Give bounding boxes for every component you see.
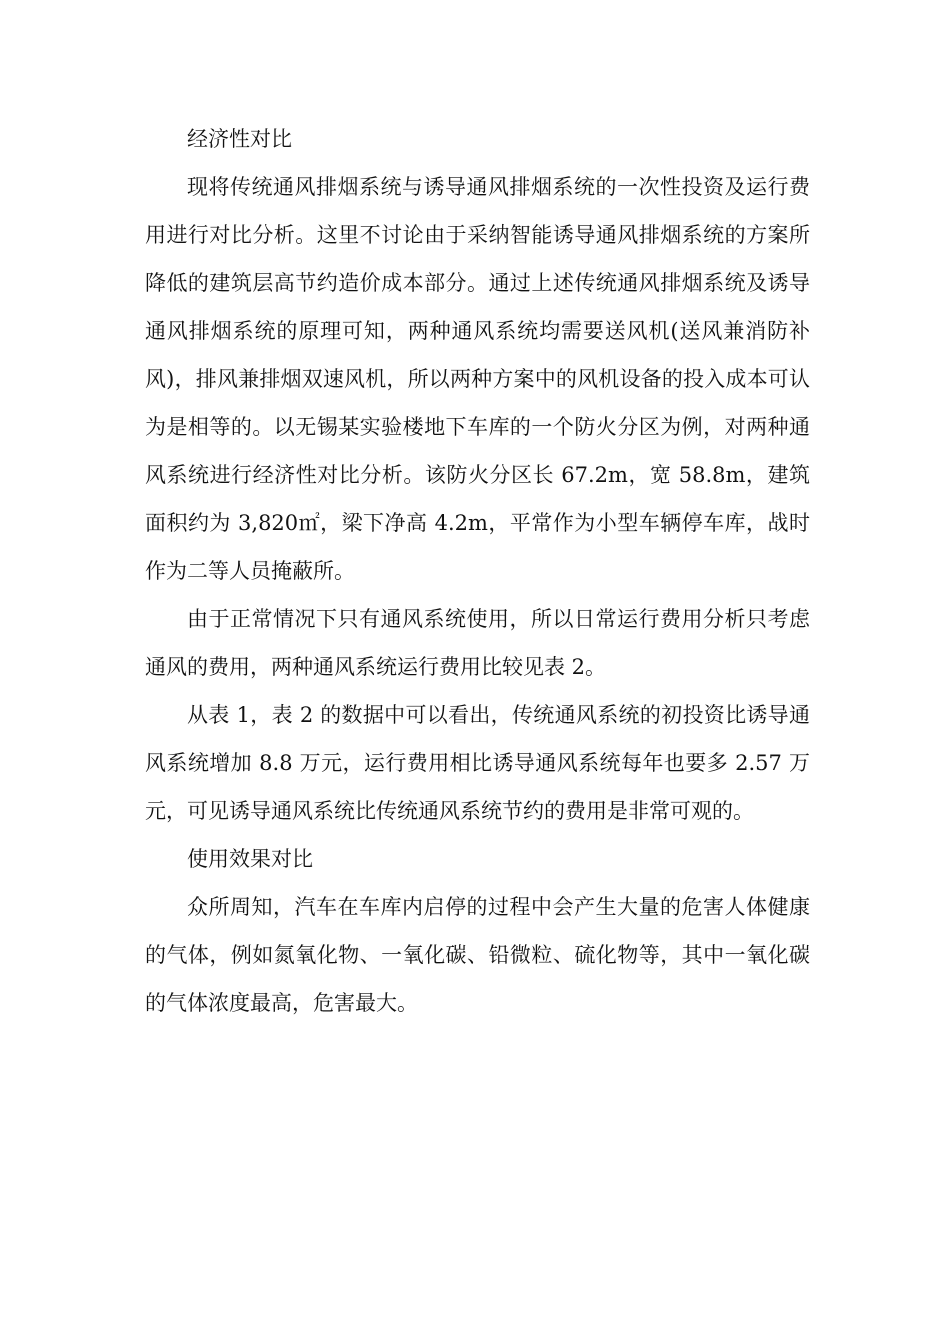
paragraph-operating-cost: 由于正常情况下只有通风系统使用，所以日常运行费用分析只考虑通风的费用，两种通风系统运行费用比较见表 2。 <box>145 607 810 679</box>
paragraph-harmful-gases: 众所周知，汽车在车库内启停的过程中会产生大量的危害人体健康的气体，例如氮氧化物、一氧化碳、铅微粒、硫化物等，其中一氧化碳的气体浓度最高，危害最大。 <box>145 895 810 1015</box>
section-heading-effect: 使用效果对比 <box>187 847 313 871</box>
section-heading-economy: 经济性对比 <box>187 127 292 151</box>
document-body <box>145 115 810 1027</box>
paragraph-conclusion: 从表 1，表 2 的数据中可以看出，传统通风系统的初投资比诱导通风系统增加 8.8 万元，运行费用相比诱导通风系统每年也要多 2.57 万元，可见诱导通风系统比传统通风系统节约的费用是非常可观的。 <box>145 703 810 823</box>
paragraph-cost-analysis: 现将传统通风排烟系统与诱导通风排烟系统的一次性投资及运行费用进行对比分析。这里不讨论由于采纳智能诱导通风排烟系统的方案所降低的建筑层高节约造价成本部分。通过上述传统通风排烟系统及诱导通风排烟系统的原理可知，两种通风系统均需要送风机(送风兼消防补风)，排风兼排烟双速风机，所以两种方案中的风机设备的投入成本可认为是相等的。以无锡某实验楼地下车库的一个防火分区为例，对两种通风系统进行经济性对比分析。该防火分区长 67.2m，宽 58.8m，建筑面积约为 3,820㎡，梁下净高 4.2m，平常作为小型车辆停车库，战时作为二等人员掩蔽所。 <box>145 175 810 583</box>
